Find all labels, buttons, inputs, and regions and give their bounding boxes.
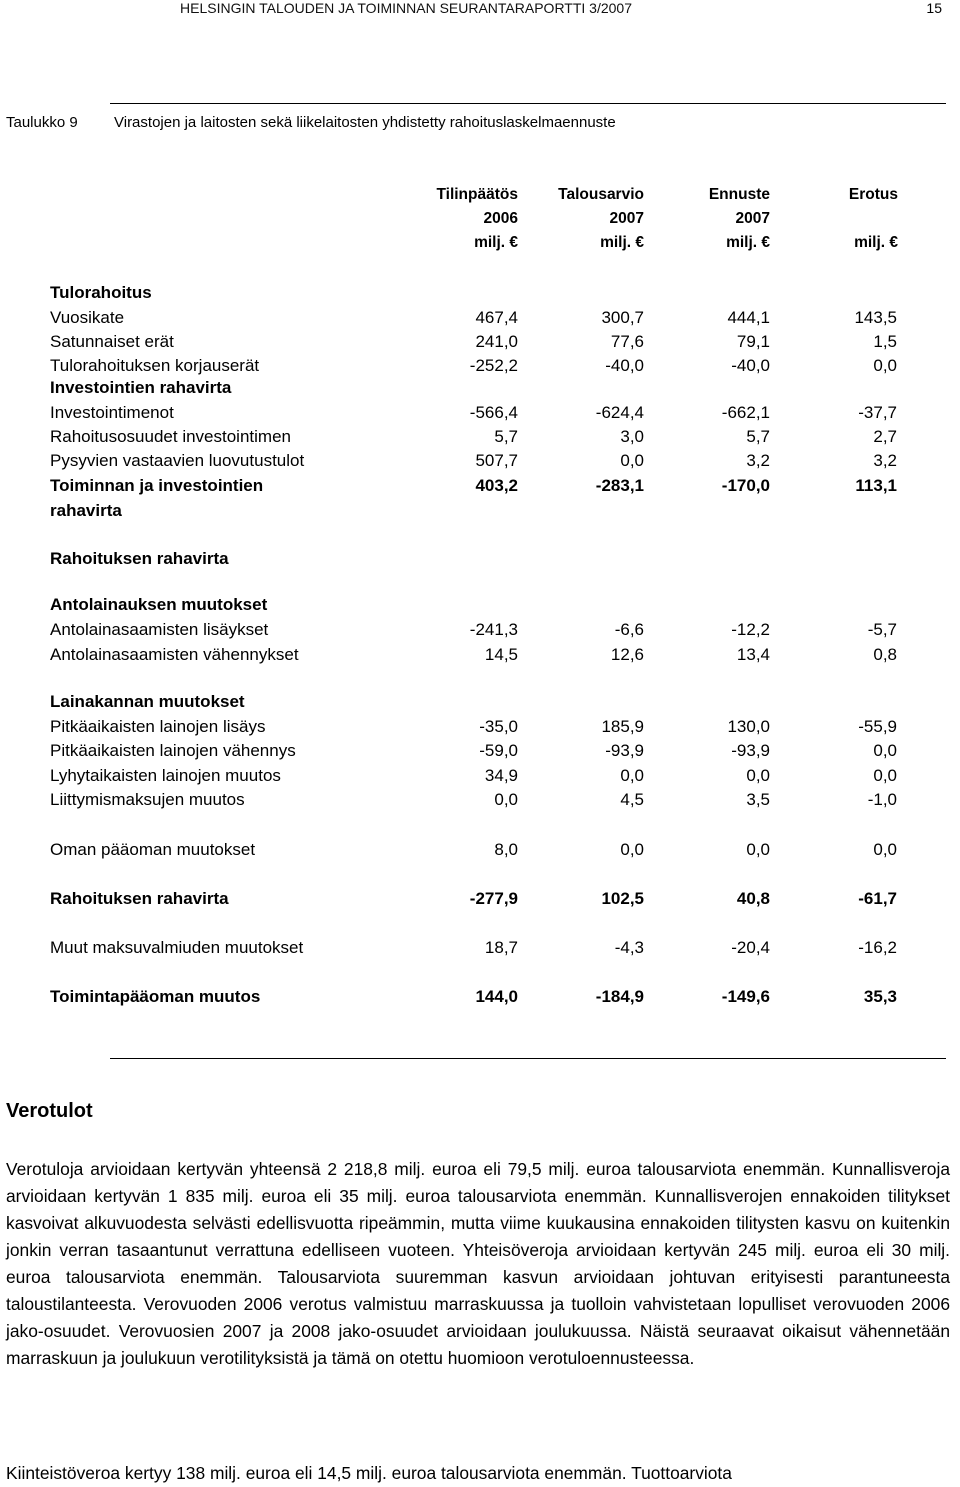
row-label: Rahoituksen rahavirta bbox=[50, 889, 229, 908]
table-label: Taulukko 9 bbox=[6, 114, 78, 131]
column-header: Tilinpäätös 2006 milj. € bbox=[436, 186, 518, 251]
cell: 1,5 bbox=[873, 332, 897, 351]
cell: -624,4 bbox=[595, 403, 644, 422]
cell: 0,0 bbox=[494, 790, 518, 809]
section-heading: Lainakannan muutokset bbox=[50, 692, 245, 711]
cell: 77,6 bbox=[610, 332, 644, 351]
section-heading: Tulorahoitus bbox=[50, 283, 152, 302]
section-heading: Investointien rahavirta bbox=[50, 378, 232, 397]
row-label: Tulorahoituksen korjauserät bbox=[50, 356, 260, 375]
cell: -241,3 bbox=[469, 620, 518, 639]
cell: 0,0 bbox=[620, 840, 644, 859]
row-label: Antolainasaamisten vähennykset bbox=[50, 645, 299, 664]
cell: 18,7 bbox=[484, 938, 518, 957]
cell: -170,0 bbox=[721, 476, 770, 495]
running-header: HELSINGIN TALOUDEN JA TOIMINNAN SEURANTARAPORTTI 3/2007 bbox=[180, 0, 633, 16]
cell: -184,9 bbox=[595, 987, 644, 1006]
cell: 3,2 bbox=[746, 451, 770, 470]
cell: -4,3 bbox=[614, 938, 644, 957]
row-label: Satunnaiset erät bbox=[50, 332, 174, 351]
cell: 5,7 bbox=[494, 427, 518, 446]
row-label: Antolainasaamisten lisäykset bbox=[50, 620, 269, 639]
section-title: Verotulot bbox=[6, 1100, 93, 1122]
cell: 0,0 bbox=[620, 766, 644, 785]
cell: 13,4 bbox=[736, 645, 770, 664]
cell: -37,7 bbox=[858, 403, 897, 422]
cell: 403,2 bbox=[475, 476, 518, 495]
cell: -59,0 bbox=[479, 741, 518, 760]
cell: -6,6 bbox=[614, 620, 644, 639]
cell: 0,0 bbox=[873, 356, 897, 375]
cell: 35,3 bbox=[863, 987, 897, 1006]
row-label: Investointimenot bbox=[50, 403, 174, 422]
cell: 241,0 bbox=[475, 332, 518, 351]
cell: 3,0 bbox=[620, 427, 644, 446]
cell: 185,9 bbox=[601, 717, 644, 736]
cell: -20,4 bbox=[731, 938, 770, 957]
cell: -566,4 bbox=[469, 403, 518, 422]
cell: 507,7 bbox=[475, 451, 518, 470]
cell: -55,9 bbox=[858, 717, 897, 736]
row-label: Rahoitusosuudet investointimen bbox=[50, 427, 291, 446]
table-title: Virastojen ja laitosten sekä liikelaitosten yhdistetty rahoituslaskelmaennuste bbox=[114, 114, 616, 131]
bottom-rule bbox=[110, 1058, 946, 1059]
cell: 130,0 bbox=[727, 717, 770, 736]
row-label: Vuosikate bbox=[50, 308, 125, 327]
cell: 12,6 bbox=[610, 645, 644, 664]
cell: 4,5 bbox=[620, 790, 644, 809]
cell: 444,1 bbox=[727, 308, 770, 327]
cell: 3,2 bbox=[873, 451, 897, 470]
row-label: Pysyvien vastaavien luovutustulot bbox=[50, 451, 305, 470]
cell: 0,8 bbox=[873, 645, 897, 664]
cell: -277,9 bbox=[469, 889, 518, 908]
cell: 0,0 bbox=[620, 451, 644, 470]
row-label: Toiminnan ja investointien bbox=[50, 476, 264, 495]
cell: -662,1 bbox=[721, 403, 770, 422]
column-header: Ennuste 2007 milj. € bbox=[708, 186, 770, 251]
cell: -61,7 bbox=[858, 889, 897, 908]
cell: 2,7 bbox=[873, 427, 897, 446]
cell: 0,0 bbox=[873, 741, 897, 760]
cell: -35,0 bbox=[479, 717, 518, 736]
cell: 143,5 bbox=[854, 308, 897, 327]
column-header: Erotus milj. € bbox=[848, 186, 898, 251]
cell: -40,0 bbox=[731, 356, 770, 375]
row-label: Liittymismaksujen muutos bbox=[50, 790, 245, 809]
cell: 144,0 bbox=[475, 987, 518, 1006]
cell: -40,0 bbox=[605, 356, 644, 375]
body-paragraph: Verotuloja arvioidaan kertyvän yhteensä 2 218,8 milj. euroa eli 79,5 milj. euroa talousarviota enemmän. Kunnallisveroja arvioidaan kertyvän 1 835 milj. euroa eli 35 milj. euroa talousarviota enemmän. Kunnallisverojen ennakoiden tilitykset kasvoivat alkuvuodesta selvästi edellisvuotta ripeämmin, mutta viime kuukausina ennakoiden tilitysten kasvu on kuitenkin jonkin verran tasaantunut verrattuna edelliseen vuoteen. Yhteisöveroja arvioidaan kertyvän 245 milj. euroa eli 30 milj. euroa talousarviota enemmän. Talousarviota suuremman kasvun arvioidaan johtuvan erityisesti parantuneesta taloustilanteesta. Verovuoden 2006 verotus valmistuu marraskuussa ja tuolloin vahvistetaan lopulliset verovuoden 2006 jako-osuudet. Verovuosien 2007 ja 2008 jako-osuudet arvioidaan joulukuussa. Näistä seuraavat oikaisut vähennetään marraskuun ja joulukuun verotilityksistä ja tämä on otettu huomioon verotuloennusteessa. bbox=[6, 1159, 950, 1368]
cell: -252,2 bbox=[469, 356, 518, 375]
row-label: Muut maksuvalmiuden muutokset bbox=[50, 938, 304, 957]
cell: 0,0 bbox=[873, 766, 897, 785]
cell: 0,0 bbox=[746, 766, 770, 785]
cell: 113,1 bbox=[855, 476, 897, 495]
row-label: Pitkäaikaisten lainojen vähennys bbox=[50, 741, 296, 760]
cell: -16,2 bbox=[858, 938, 897, 957]
cell: -5,7 bbox=[867, 620, 897, 639]
cell: 3,5 bbox=[746, 790, 770, 809]
cell: 0,0 bbox=[873, 840, 897, 859]
page-number: 15 bbox=[926, 0, 942, 16]
cell: -93,9 bbox=[605, 741, 644, 760]
cell: 8,0 bbox=[494, 840, 518, 859]
cell: 0,0 bbox=[746, 840, 770, 859]
section-heading: Antolainauksen muutokset bbox=[50, 595, 268, 614]
cell: -149,6 bbox=[721, 987, 770, 1006]
row-label: Pitkäaikaisten lainojen lisäys bbox=[50, 717, 266, 736]
row-label: Lyhytaikaisten lainojen muutos bbox=[50, 766, 281, 785]
cell: 467,4 bbox=[475, 308, 518, 327]
cell: 14,5 bbox=[484, 645, 518, 664]
row-label: Oman pääoman muutokset bbox=[50, 840, 256, 859]
cell: -283,1 bbox=[595, 476, 644, 495]
row-label: Toimintapääoman muutos bbox=[50, 987, 261, 1006]
cell: 102,5 bbox=[601, 889, 644, 908]
cell: -1,0 bbox=[867, 790, 897, 809]
top-rule bbox=[110, 103, 946, 104]
row-label-continued: rahavirta bbox=[50, 501, 122, 520]
column-header: Talousarvio 2007 milj. € bbox=[558, 186, 644, 251]
body-paragraph: Kiinteistöveroa kertyy 138 milj. euroa eli 14,5 milj. euroa talousarviota enemmän. Tuottoarviota bbox=[6, 1463, 732, 1483]
cell: 5,7 bbox=[746, 427, 770, 446]
cell: 40,8 bbox=[736, 889, 770, 908]
cell: 34,9 bbox=[484, 766, 518, 785]
cell: 79,1 bbox=[736, 332, 770, 351]
section-heading: Rahoituksen rahavirta bbox=[50, 549, 229, 568]
cell: 300,7 bbox=[601, 308, 644, 327]
cell: -93,9 bbox=[731, 741, 770, 760]
cell: -12,2 bbox=[731, 620, 770, 639]
